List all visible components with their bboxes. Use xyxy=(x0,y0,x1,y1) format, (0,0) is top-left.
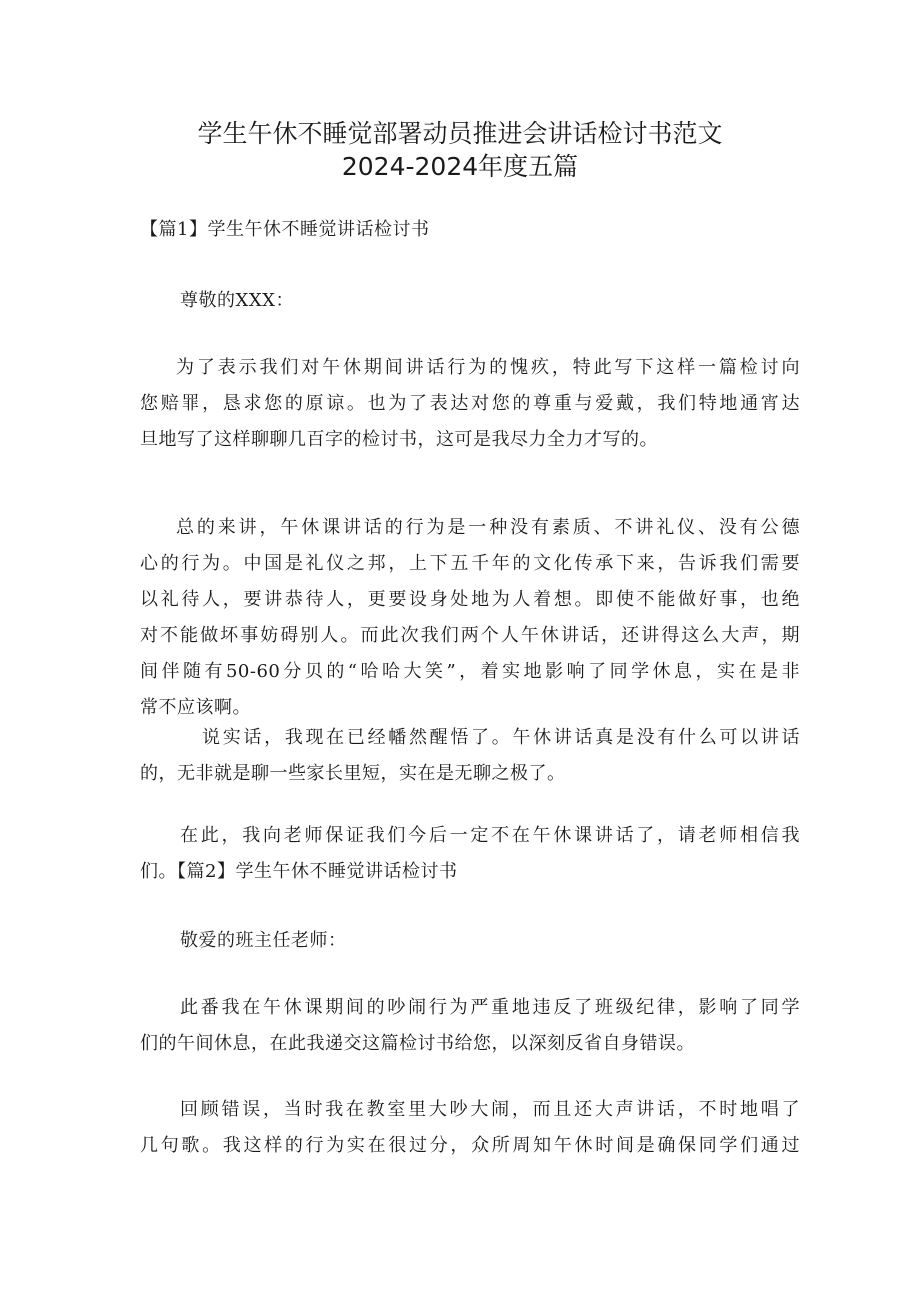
paragraph-line: 的，无非就是聊一些家长里短，实在是无聊之极了。 xyxy=(140,763,566,784)
paragraph-line: 以礼待人，要讲恭待人，更要设身处地为人着想。即使不能做好事，也绝 xyxy=(140,589,800,610)
paragraph-1 xyxy=(140,350,800,458)
document-title-line1: 学生午休不睡觉部署动员推进会讲话检讨书范文 xyxy=(197,119,723,148)
paragraph-line: 几句歌。我这样的行为实在很过分，众所周知午休时间是确保同学们通过 xyxy=(140,1135,800,1156)
paragraph-line: 们。【篇2】学生午休不睡觉讲话检讨书 xyxy=(140,861,458,882)
paragraph-line: 们的午间休息，在此我递交这篇检讨书给您，以深刻反省自身错误。 xyxy=(140,1033,695,1054)
paragraph-line: 回顾错误，当时我在教室里大吵大闹，而且还大声讲话，不时地唱了 xyxy=(180,1099,800,1120)
paragraph-3 xyxy=(140,720,800,792)
paragraph-line: 间伴随有50-60分贝的“哈哈大笑”，着实地影响了同学休息，实在是非 xyxy=(140,661,800,682)
paragraph-line: 心的行为。中国是礼仪之邦，上下五千年的文化传承下来，告诉我们需要 xyxy=(140,553,800,574)
paragraph-line: 说实话，我现在已经幡然醒悟了。午休讲话真是没有什么可以讲话 xyxy=(202,727,800,748)
section-heading-1: 【篇1】学生午休不睡觉讲话检讨书 xyxy=(140,219,430,240)
paragraph-line: 对不能做坏事妨碍别人。而此次我们两个人午休讲话，还讲得这么大声，期 xyxy=(140,625,800,646)
paragraph-line: 为了表示我们对午休期间讲话行为的愧疚，特此写下这样一篇检讨向 xyxy=(176,357,800,378)
paragraph-4 xyxy=(140,818,800,890)
paragraph-line: 在此，我向老师保证我们今后一定不在午休课讲话了，请老师相信我 xyxy=(180,825,800,846)
paragraph-line: 旦地写了这样聊聊几百字的检讨书，这可是我尽力全力才写的。 xyxy=(140,429,658,450)
paragraph-5 xyxy=(140,990,800,1062)
paragraph-2 xyxy=(140,510,800,726)
salutation-1: 尊敬的XXX： xyxy=(180,290,294,311)
paragraph-line: 此番我在午休课期间的吵闹行为严重地违反了班级纪律，影响了同学 xyxy=(180,997,800,1018)
paragraph-line: 总的来讲，午休课讲话的行为是一种没有素质、不讲礼仪、没有公德 xyxy=(176,517,800,538)
paragraph-line: 您赔罪，恳求您的原谅。也为了表达对您的尊重与爱戴，我们特地通宵达 xyxy=(140,393,800,414)
document-title-line2: 2024-2024年度五篇 xyxy=(341,152,579,181)
paragraph-line: 常不应该啊。 xyxy=(140,697,251,718)
salutation-2: 敬爱的班主任老师： xyxy=(180,930,347,951)
paragraph-6 xyxy=(140,1092,800,1164)
